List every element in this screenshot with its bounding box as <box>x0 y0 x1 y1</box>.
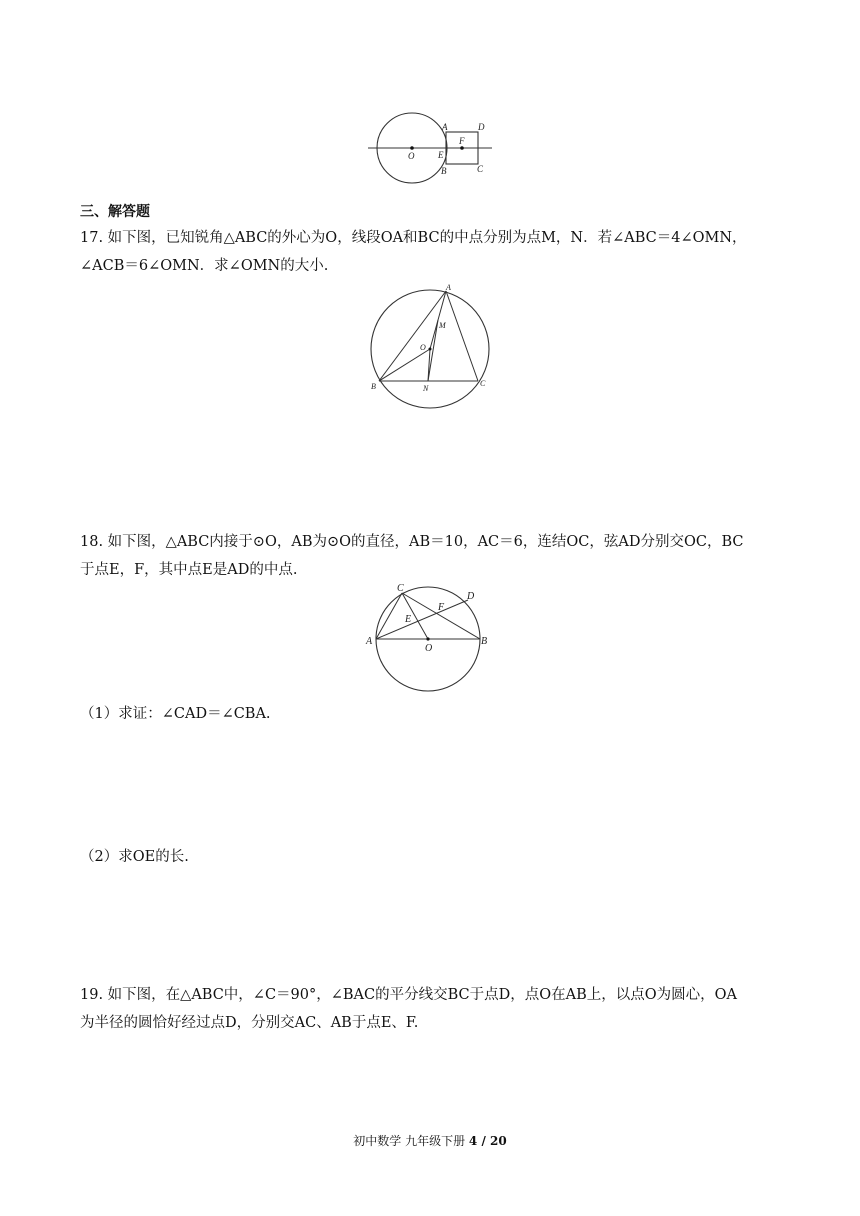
label-a: A <box>442 122 448 132</box>
chord-ad <box>376 600 468 639</box>
label-o: O <box>425 643 433 654</box>
problem-18-line-2: 于点E，F，其中点E是AD的中点. <box>80 562 298 578</box>
label-a: A <box>366 636 373 647</box>
label-f: F <box>459 136 465 146</box>
label-o: O <box>408 151 415 161</box>
label-f: F <box>438 602 445 613</box>
figure-triangle-circumcircle <box>362 282 497 412</box>
section-title: 三、解答题 <box>80 204 150 220</box>
label-o: O <box>420 343 426 352</box>
label-d: D <box>478 122 485 132</box>
problem-19-line-1: 19. 如下图，在△ABC中，∠C＝90°，∠BAC的平分线交BC于点D，点O在AB上，以点O为圆心，OA <box>80 987 738 1003</box>
side-ac <box>446 291 478 381</box>
problem-17-line-2: ∠ACB＝6∠OMN．求∠OMN的大小. <box>80 258 329 274</box>
label-c: C <box>480 379 486 388</box>
label-a: A <box>446 283 451 292</box>
label-c: C <box>477 164 484 174</box>
label-c: C <box>397 583 404 594</box>
page-number: 4 / 20 <box>468 1134 507 1148</box>
center-dot-f <box>460 146 464 150</box>
label-b: B <box>371 382 376 391</box>
label-m: M <box>439 321 446 330</box>
problem-18-part-1: （1）求证：∠CAD＝∠CBA. <box>80 706 271 722</box>
figure-circle-square <box>360 110 500 190</box>
point-o <box>429 348 432 351</box>
label-e: E <box>438 150 444 160</box>
label-d: D <box>467 591 475 602</box>
side-ac <box>376 593 402 639</box>
segment-ob <box>379 349 430 381</box>
problem-17-line-1: 17. 如下图，已知锐角△ABC的外心为O，线段OA和BC的中点分别为点M，N．若∠ABC＝4∠OMN， <box>80 230 747 246</box>
footer-text: 初中数学 九年级下册 <box>353 1134 469 1148</box>
label-e: E <box>405 614 412 625</box>
label-b: B <box>441 166 447 176</box>
point-o <box>426 637 429 640</box>
page-footer <box>0 1132 860 1149</box>
problem-18 <box>80 528 780 584</box>
problem-17 <box>80 224 780 280</box>
problem-18-part-2: （2）求OE的长. <box>80 849 189 865</box>
figure-inscribed-triangle <box>362 580 497 695</box>
problem-18-line-1: 18. 如下图，△ABC内接于⊙O，AB为⊙O的直径，AB＝10，AC＝6，连结OC，弦AD分别交OC，BC <box>80 534 744 550</box>
problem-19 <box>80 981 780 1037</box>
label-b: B <box>481 636 488 647</box>
problem-19-line-2: 为半径的圆恰好经过点D，分别交AC、AB于点E、F. <box>80 1015 419 1031</box>
center-dot-o <box>410 146 414 150</box>
side-ab <box>379 291 446 381</box>
label-n: N <box>423 384 429 393</box>
